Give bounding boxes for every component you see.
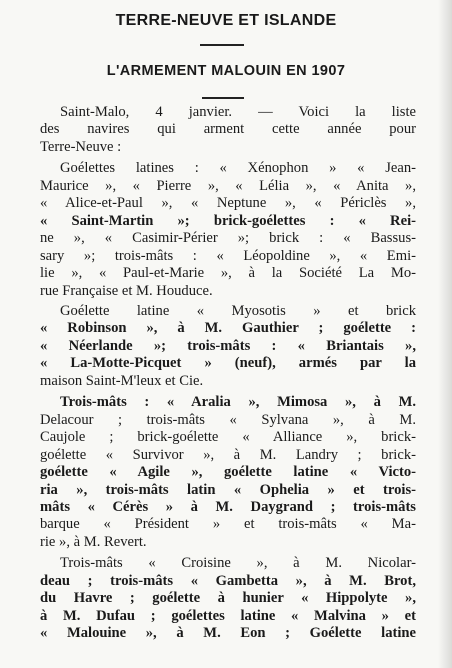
- text-line: « Malouine », à M. Eon ; Goélette latine: [40, 625, 416, 642]
- text-line: rue Française et M. Houduce.: [40, 282, 213, 299]
- text-line: Saint-Malo, 4 janvier. — Voici la liste: [60, 104, 416, 120]
- text-line: « Alice-et-Paul », « Neptune », « Périclès »,: [40, 195, 416, 212]
- text-line: maison Saint-M'leux et Cie.: [40, 372, 204, 389]
- text-line: Delacour ; trois-mâts « Sylvana », à M.: [40, 411, 416, 428]
- text-line: Goélette latine « Myosotis » et brick: [60, 302, 416, 319]
- divider-rule: [202, 97, 244, 99]
- article-paragraph: [40, 104, 416, 156]
- page-edge-shadow: [438, 0, 452, 668]
- text-line: Maurice », « Pierre », « Lélia », « Anita »,: [40, 177, 416, 194]
- text-line: à M. Dufau ; goélettes latine « Malvina » et: [40, 607, 416, 624]
- article-title: L'ARMEMENT MALOUIN EN 1907: [106, 63, 346, 79]
- text-line: Trois-mâts « Croisine », à M. Nicolar-: [60, 555, 416, 572]
- text-line: rie », à M. Revert.: [40, 533, 147, 550]
- text-line: Terre-Neuve :: [40, 138, 122, 155]
- text-line: « Robinson », à M. Gauthier ; goélette :: [40, 320, 416, 337]
- section-title: TERRE-NEUVE ET ISLANDE: [115, 12, 337, 29]
- divider-rule: [200, 44, 244, 46]
- article-body: [40, 104, 416, 643]
- text-line: « Saint-Martin »; brick-goélettes : « Rei-: [40, 212, 416, 229]
- article-paragraph: [40, 303, 416, 390]
- text-line: goélette « Survivor », à M. Landry ; brick-: [40, 446, 416, 463]
- text-line: « La-Motte-Picquet » (neuf), armés par la: [40, 355, 416, 372]
- text-line: ne », « Casimir-Périer »; brick : « Bassus-: [40, 230, 416, 247]
- text-line: ria », trois-mâts latin « Ophelia » et trois-: [40, 481, 416, 498]
- article-paragraph: [40, 555, 416, 642]
- text-line: sary »; trois-mâts : « Léopoldine », « Emi-: [40, 247, 416, 264]
- article-paragraph: [40, 394, 416, 551]
- text-line: deau ; trois-mâts « Gambetta », à M. Brot,: [40, 572, 416, 589]
- text-line: lie », « Paul-et-Marie », à la Société La Mo-: [40, 265, 416, 282]
- article-paragraph: [40, 160, 416, 300]
- text-line: mâts « Cérès » à M. Daygrand ; trois-mâts: [40, 498, 416, 515]
- text-line: barque « Président » et trois-mâts « Ma-: [40, 516, 416, 533]
- text-line: du Havre ; goélette à hunier « Hippolyte »,: [40, 590, 416, 607]
- text-line: Caujole ; brick-goélette « Alliance », brick-: [40, 429, 416, 446]
- text-line: des navires qui arment cette année pour: [40, 121, 416, 138]
- text-line: « Néerlande »; trois-mâts : « Briantais »,: [40, 337, 416, 354]
- text-line: Trois-mâts : « Aralia », Mimosa », à M.: [60, 394, 416, 411]
- text-line: goélette « Agile », goélette latine « Victo-: [40, 464, 416, 481]
- text-line: Goélettes latines : « Xénophon » « Jean-: [60, 160, 416, 177]
